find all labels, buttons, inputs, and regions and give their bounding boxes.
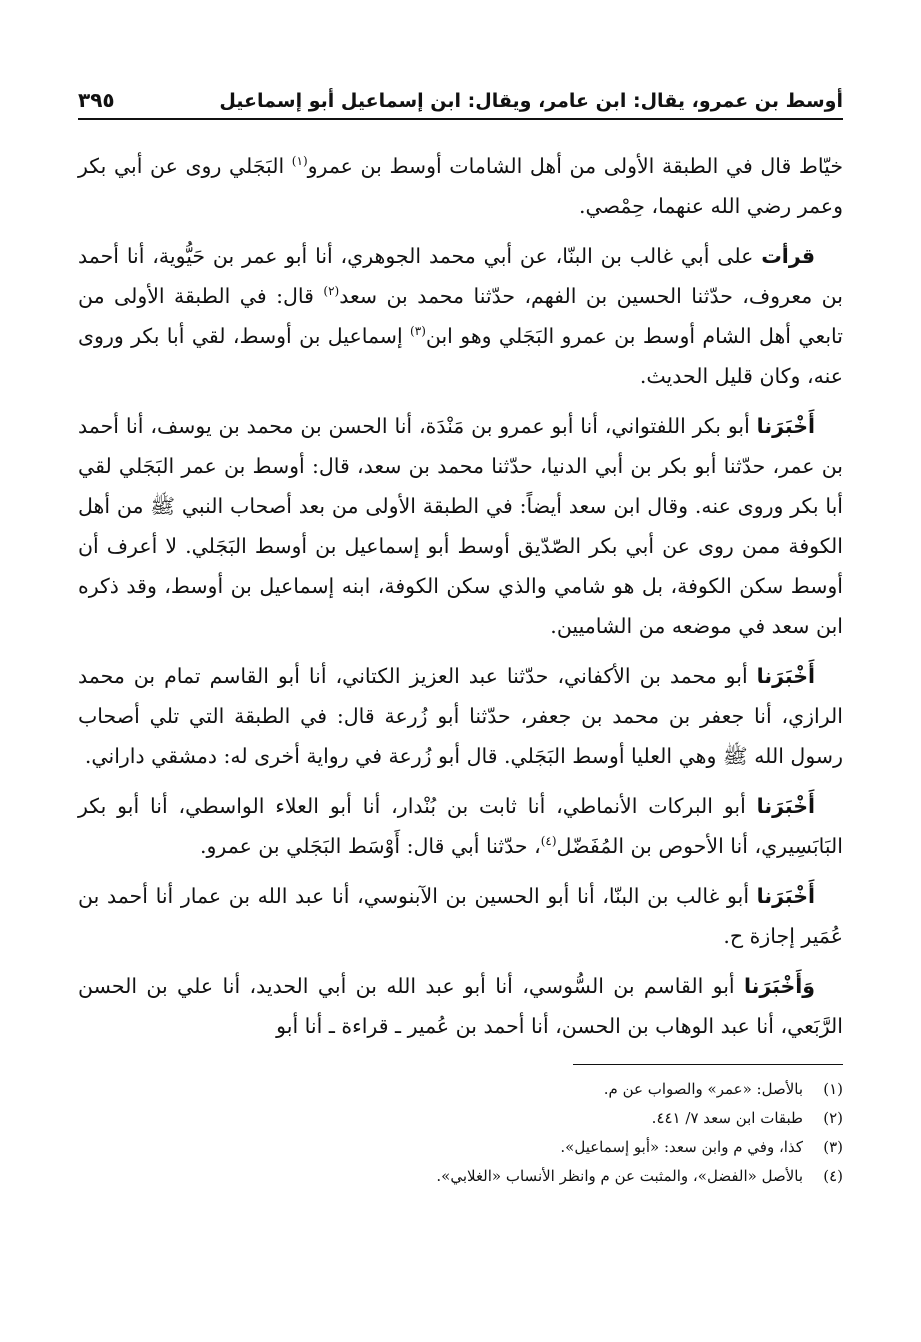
footnotes (78, 1075, 843, 1191)
main-text (78, 146, 843, 1046)
footnote-divider (573, 1064, 843, 1065)
paragraph-7: وَأَخْبَرَنا أبو القاسم بن السُّوسي، أنا أبو عبد الله بن أبي الحديد، أنا علي بن الحسن الرَّبَعي، أنا عبد الوهاب بن الحسن، أنا أحمد بن عُمير ـ قراءة ـ أنا أبو (78, 974, 843, 1038)
paragraph-lead: أَخْبَرَنا (756, 884, 815, 908)
running-header (78, 88, 843, 120)
paragraph-lead: قرأت (761, 244, 815, 268)
paragraph-lead: أَخْبَرَنا (756, 794, 815, 818)
paragraph-1: خيّاط قال في الطبقة الأولى من أهل الشامات أوسط بن عمرو$^{(١)}$ البَجَلي روى عن أبي بكر وعمر رضي الله عنهما، حِمْصي. (78, 154, 843, 218)
footnote-ref-4: (٤) (540, 834, 557, 849)
paragraph-4: أَخْبَرَنا أبو محمد بن الأكفاني، حدّثنا عبد العزيز الكتاني، أنا أبو القاسم تمام بن محمد الرازي، أنا جعفر بن محمد بن جعفر، حدّثنا أبو زُرعة قال: في الطبقة التي تلي أصحاب رسول الله ﷺ وهي العليا أوسط البَجَلي. قال أبو زُرعة في رواية أخرى له: دمشقي داراني. (78, 664, 843, 768)
paragraph-6: أَخْبَرَنا أبو غالب بن البنّا، أنا أبو الحسين بن الآبنوسي، أنا عبد الله بن عمار أنا أحمد بن عُمَير إجازة ح. (78, 884, 843, 948)
paragraph-2: قرأت على أبي غالب بن البنّا، عن أبي محمد الجوهري، أنا أبو عمر بن حَيُّوية، أنا أحمد بن معروف، حدّثنا الحسين بن الفهم، حدّثنا محمد بن سعد$^{(٢)}$ قال: في الطبقة الأولى من تابعي أهل الشام أوسط بن عمرو البَجَلي وهو ابن$^{(٣)}$ إسماعيل بن أوسط، لقي أبا بكر وروى عنه، وكان قليل الحديث. (78, 244, 843, 388)
paragraph-5: أَخْبَرَنا أبو البركات الأنماطي، أنا ثابت بن بُنْدار، أنا أبو العلاء الواسطي، أنا أبو بكر البَابَسِيري، أنا الأحوص بن المُفَضّل$^{(٤)}$، حدّثنا أبي قال: أَوْسَط البَجَلي بن عمرو. (78, 794, 843, 858)
page-number: ٣٩٥ (78, 88, 115, 112)
paragraph-lead: أَخْبَرَنا (756, 664, 815, 688)
footnote-item: (٣) كذا، وفي م وابن سعد: «أبو إسماعيل». (560, 1138, 843, 1156)
footnote-ref-2: (٢) (323, 284, 340, 299)
paragraph-lead: وَأَخْبَرَنا (743, 974, 815, 998)
footnote-ref-1: (١) (291, 154, 308, 169)
running-title: أوسط بن عمرو، يقال: ابن عامر، ويقال: ابن إسماعيل أبو إسماعيل (219, 90, 843, 112)
footnote-item: (١) بالأصل: «عمر» والصواب عن م. (603, 1080, 843, 1098)
paragraph-3: أَخْبَرَنا أبو بكر اللفتواني، أنا أبو عمرو بن مَنْدَة، أنا الحسن بن محمد بن يوسف، أنا أحمد بن عمر، حدّثنا أبو بكر بن أبي الدنيا، حدّثنا محمد بن سعد، قال: أوسط بن عمر البَجَلي لقي أبا بكر وروى عنه. وقال ابن سعد أيضاً: في الطبقة الأولى من بعد أصحاب النبي ﷺ من أهل الكوفة ممن روى عن أبي بكر الصّدّيق أوسط أبو إسماعيل بن أوسط البَجَلي. لا أعرف أن أوسط سكن الكوفة، بل هو شامي والذي سكن الكوفة، ابنه إسماعيل بن أوسط، وقد ذكره ابن سعد في موضعه من الشاميين. (78, 414, 843, 638)
footnote-item: (٤) بالأصل «الفضل»، والمثبت عن م وانظر الأنساب «الغلابي». (436, 1167, 843, 1185)
footnote-item: (٢) طبقات ابن سعد ٧/ ٤٤١. (651, 1109, 843, 1127)
paragraph-lead: أَخْبَرَنا (756, 414, 815, 438)
footnote-ref-3: (٣) (410, 324, 426, 339)
